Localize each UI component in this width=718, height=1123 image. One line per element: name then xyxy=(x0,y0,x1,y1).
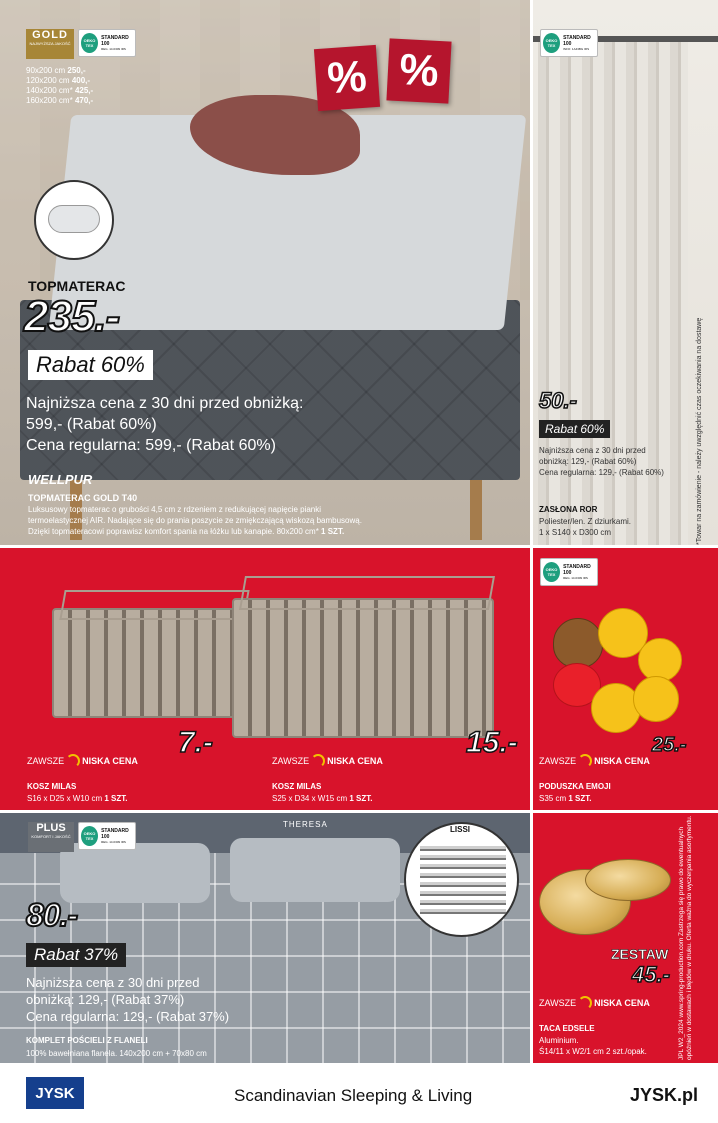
large-crate-image xyxy=(232,598,494,738)
size-row: 120x200 cm 400,- xyxy=(26,76,91,85)
plus-quality-badge xyxy=(28,822,74,852)
price-label: 80.- xyxy=(26,897,78,933)
oeko-standard: STANDARD 100 xyxy=(563,35,591,47)
product-description: Aluminium. Ś14/11 x W2/1 cm 2 szt./opak. xyxy=(539,1036,647,1056)
pillow-image xyxy=(60,843,210,903)
oeko-tex-badge xyxy=(540,558,598,586)
large-crate-rim xyxy=(239,576,495,610)
website-link[interactable]: JYSK.pl xyxy=(630,1085,699,1105)
legal-note: JPL W2_2024 www.spring-production.com Zastrzega się prawo do ewentualnych opóźnień w dostawach i błędów w druku. Oferta ważna do wyczerpania asortymentu. xyxy=(678,815,693,1060)
lowest-price-info: Najniższa cena z 30 dni przed obniżką: 129,- (Rabat 37%) Cena regularna: 129,- (Rabat 37%) xyxy=(26,975,230,1024)
badge-title: GOLD xyxy=(32,29,68,41)
oeko-tex-icon: OEKO TEX xyxy=(81,33,98,53)
product-description: S35 cm 1 SZT. xyxy=(539,794,592,803)
oeko-small: REG. 14.0309 IRS xyxy=(101,840,126,844)
badge-subtitle: NAJWYŻSZA JAKOŚĆ xyxy=(29,41,71,46)
heart-eyes-emoji-icon xyxy=(633,676,679,722)
always-low-price-label: ZAWSZE NISKA CENA xyxy=(539,756,650,766)
lowest-line: 599,- (Rabat 60%) xyxy=(26,416,157,433)
discount-badge: Rabat 60% xyxy=(539,420,610,438)
arc-icon xyxy=(578,996,592,1010)
delivery-note: *Towar na zamówienie - należy uwzględnić czas oczekiwania na dostawę xyxy=(696,317,703,545)
lissi-variant-image xyxy=(404,822,519,937)
badge-title: PLUS xyxy=(36,822,66,834)
oeko-tex-badge xyxy=(78,29,136,57)
small-crate-image xyxy=(52,608,252,718)
product-description: S25 x D34 x W15 cm 1 SZT. xyxy=(272,794,373,803)
oeko-small: REG. 14.0309 IRS xyxy=(101,47,126,51)
oeko-standard: STANDARD 100 xyxy=(101,35,129,47)
price-label: 50.- xyxy=(539,388,577,413)
discount-badge: Rabat 60% xyxy=(28,350,153,380)
poo-emoji-icon xyxy=(553,618,603,668)
crates-panel[interactable] xyxy=(0,548,530,810)
lowest-price-info: Najniższa cena z 30 dni przed obniżką: 129,- (Rabat 60%) Cena regularna: 129,- (Rabat 60%) xyxy=(539,446,664,477)
product-name: TOPMATERAC GOLD T40 xyxy=(28,493,138,503)
brand-logo: WELLPUR xyxy=(28,472,93,487)
always-low-price-label: ZAWSZE NISKA CENA xyxy=(539,998,650,1008)
product-name: PODUSZKA EMOJI xyxy=(539,782,611,791)
size-row: 140x200 cm* 425,- xyxy=(26,86,94,95)
size-price-list xyxy=(26,66,93,106)
price-label: 45.- xyxy=(632,962,670,987)
gold-quality-badge xyxy=(26,29,74,59)
arc-icon xyxy=(66,754,80,768)
price-label: 25.- xyxy=(652,734,687,756)
size-row: 160x200 cm* 470,- xyxy=(26,96,94,105)
oeko-small: REG. 14.0309 IRS xyxy=(563,576,588,580)
arc-icon xyxy=(311,754,325,768)
oeko-tex-badge xyxy=(78,822,136,850)
lissi-pattern xyxy=(420,846,506,918)
pattern-name-label: THERESA xyxy=(283,820,328,829)
small-crate-rim xyxy=(59,590,249,620)
product-name: ZASŁONA ROR xyxy=(539,505,598,514)
footer-tagline: Scandinavian Sleeping & Living xyxy=(234,1086,473,1105)
lowest-line: Najniższa cena z 30 dni przed obniżką: xyxy=(26,395,304,412)
always-low-price-label: ZAWSZE NISKA CENA xyxy=(27,756,138,766)
always-low-price-label: ZAWSZE NISKA CENA xyxy=(272,756,383,766)
oeko-small: INFO: 1A43BG IRS xyxy=(563,47,590,51)
badge-subtitle: KOMFORT I JAKOŚĆ xyxy=(31,834,71,839)
product-description: Poliester/len. Z dziurkami. 1 x S140 x D300 cm xyxy=(539,517,632,537)
oeko-tex-icon: OEKO TEX xyxy=(81,826,98,846)
percent-tag: % xyxy=(314,45,380,111)
product-name: TACA EDSELE xyxy=(539,1024,595,1033)
jysk-logo[interactable]: JYSK xyxy=(26,1077,84,1109)
size-row: 90x200 cm 250,- xyxy=(26,66,86,75)
arc-icon xyxy=(578,754,592,768)
pillow-image xyxy=(230,838,400,902)
oeko-tex-icon: OEKO TEX xyxy=(543,33,560,53)
product-name: KOSZ MILAS xyxy=(27,782,77,791)
oeko-tex-icon: OEKO TEX xyxy=(543,562,560,582)
lowest-price-info xyxy=(26,393,304,456)
oeko-tex-badge xyxy=(540,29,598,57)
product-description: 100% bawełniana flanela. 140x200 cm + 70x80 cm xyxy=(26,1049,207,1058)
product-name: KOSZ MILAS xyxy=(272,782,322,791)
rolled-topper-shape xyxy=(48,205,100,233)
product-name: KOMPLET POŚCIELI Z FLANELI xyxy=(26,1036,148,1045)
product-description: Luksusowy topmaterac o grubości 4,5 cm z rdzeniem z redukującej napięcie pianki termoelastycznej AIR. Nadające się do prania poszycie ze zmiękczającą wiskozą bambusową. Dzięki topmateracowi poprawisz komfort spania na łóżku lub kanapie. 80x200 cm* 1 SZT. xyxy=(28,505,362,536)
discount-badge: Rabat 37% xyxy=(26,943,126,967)
product-headline: TOPMATERAC xyxy=(28,278,126,294)
product-description: S16 x D25 x W10 cm 1 SZT. xyxy=(27,794,128,803)
price-label: 7.- xyxy=(178,726,214,759)
pillow-panel[interactable] xyxy=(533,548,718,810)
regular-price: Cena regularna: 599,- (Rabat 60%) xyxy=(26,437,276,454)
small-tray-image xyxy=(585,859,671,901)
oeko-standard: STANDARD 100 xyxy=(101,828,129,840)
set-label: ZESTAW xyxy=(611,946,669,962)
price-label: 235.- xyxy=(24,292,120,341)
percent-tag: % xyxy=(386,38,451,103)
oeko-standard: STANDARD 100 xyxy=(563,564,591,576)
price-label: 15.- xyxy=(466,726,518,759)
lissi-label: LISSI xyxy=(450,825,471,834)
